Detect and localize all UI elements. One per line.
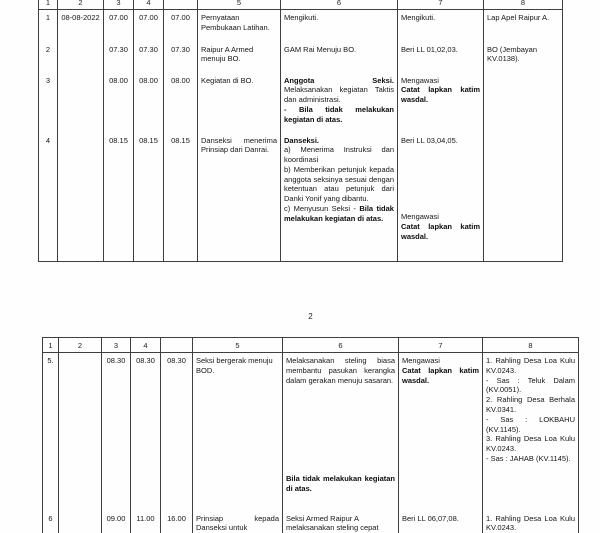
table-row xyxy=(39,41,563,70)
spacer xyxy=(286,385,395,474)
table-row xyxy=(39,130,563,262)
column-header: 7 xyxy=(398,0,484,10)
cell-activity: Prinsiap kepada Danseksi untuk xyxy=(193,511,283,533)
column-header: 8 xyxy=(484,0,563,10)
cell-no: 6 xyxy=(43,511,59,533)
column-header: 2 xyxy=(59,338,102,353)
cell-time-3: 07.30 xyxy=(164,41,198,70)
cell-time-3: 08.30 xyxy=(161,353,193,511)
table-row xyxy=(43,511,579,533)
remark-line: - Sas : JAHAB (KV.1145). xyxy=(486,453,571,463)
cell-date: 08-08-2022 xyxy=(58,10,104,41)
cell-time-3: 08.15 xyxy=(164,130,198,262)
cell-time-3: 16.00 xyxy=(161,511,193,533)
cell-no: 5. xyxy=(43,353,59,511)
column-header: 4 xyxy=(134,0,164,10)
column-header: 7 xyxy=(399,338,483,353)
remark-line: 3. Rahling Desa Loa Kulu KV.0243. xyxy=(486,434,575,454)
cell-remarks: Lap Apel Raipur A. xyxy=(484,10,563,41)
supervision-text: Mengawasi xyxy=(401,212,439,222)
cell-time-3: 08.00 xyxy=(164,70,198,130)
description-item-c: c) Menyusun Seksi - xyxy=(284,204,356,214)
bold-heading: Anggota Seksi. xyxy=(284,75,394,85)
cell-supervision xyxy=(399,353,483,511)
schedule-table-page2-wrapper xyxy=(42,337,582,533)
cell-description xyxy=(281,130,398,262)
cell-date xyxy=(59,353,102,511)
bold-note: - Bila tidak melakukan kegiatan di atas. xyxy=(284,104,394,124)
cell-date xyxy=(58,70,104,130)
cell-time-2: 08.15 xyxy=(134,130,164,262)
cell-no: 3 xyxy=(39,70,58,130)
description-text: Melaksanakan steling biasa membantu pasukan kerangka dalam gerakan menuju sasaran. xyxy=(286,356,395,385)
cell-time-2: 08.30 xyxy=(131,353,161,511)
cell-description: GAM Rai Menuju BO. xyxy=(281,41,398,70)
column-header: 8 xyxy=(483,338,579,353)
cell-supervision xyxy=(398,130,484,262)
table2-header-row xyxy=(43,338,579,353)
column-header: 2 xyxy=(58,0,104,10)
cell-description: Seksi Armed Raipur A melaksanakan steling cepat xyxy=(283,511,399,533)
table1-header-row xyxy=(39,0,563,10)
cell-time-2: 11.00 xyxy=(131,511,161,533)
page-number: 2 xyxy=(308,312,313,321)
supervision-text: Mengawasi xyxy=(402,356,440,365)
cell-no: 1 xyxy=(39,10,58,41)
cell-description xyxy=(283,353,399,511)
remark-line: - Sas : Teluk Dalam (KV.0051). xyxy=(486,375,575,395)
cell-date xyxy=(58,41,104,70)
bold-note: Catat lapkan katim wasdal. xyxy=(402,365,479,385)
schedule-table-page1-wrapper xyxy=(38,0,566,266)
cell-remarks xyxy=(484,70,563,130)
schedule-table-page2 xyxy=(42,337,579,533)
column-header xyxy=(164,0,198,10)
cell-remarks xyxy=(484,130,563,262)
cell-activity: Pernyataan Pembukaan Latihan. xyxy=(198,10,281,41)
cell-time-1: 08.30 xyxy=(102,353,131,511)
cell-time-2: 07.00 xyxy=(134,10,164,41)
description-item-b: b) Memberikan petunjuk kepada anggota seksinya sesuai dengan ketentuan atau petunjuk dari Danki Yonif yang dibantu. xyxy=(284,164,394,204)
schedule-table-page1 xyxy=(38,0,563,262)
cell-supervision: Mengikuti. xyxy=(398,10,484,41)
bold-note: Catat lapkan katim wasdal. xyxy=(401,85,480,105)
remark-line: - Sas : LOKBAHU (KV.1145). xyxy=(486,414,575,434)
bold-note: Catat lapkan katim wasdal. xyxy=(401,222,480,241)
column-header: 3 xyxy=(102,338,131,353)
bold-note: Bila tidak melakukan kegiatan di atas. xyxy=(284,204,394,223)
cell-supervision: Beri LL 06,07,08. xyxy=(399,511,483,533)
bold-heading: Danseksi. xyxy=(284,135,320,145)
table-row xyxy=(39,10,563,41)
column-header: 4 xyxy=(131,338,161,353)
column-header: 5 xyxy=(198,0,281,10)
cell-activity: Kegiatan di BO. xyxy=(198,70,281,130)
cell-activity: Raipur A Armed menuju BO. xyxy=(198,41,281,70)
cell-activity: Seksi bergerak menuju BOD. xyxy=(193,353,283,511)
remark-line: 2. Rahling Desa Berhala KV.0341. xyxy=(486,395,575,414)
cell-time-1: 08.00 xyxy=(104,70,134,130)
column-header xyxy=(161,338,193,353)
remark-line: 1. Rahling Desa Loa Kulu KV.0243. xyxy=(486,356,575,375)
cell-description: Mengikuti. xyxy=(281,10,398,41)
cell-remarks xyxy=(483,353,579,511)
cell-no: 2 xyxy=(39,41,58,70)
cell-time-1: 08.15 xyxy=(104,130,134,262)
supervision-text: Beri LL 03,04,05. xyxy=(401,135,458,145)
column-header: 6 xyxy=(281,0,398,10)
column-header: 5 xyxy=(193,338,283,353)
column-header: 6 xyxy=(283,338,399,353)
column-header: 1 xyxy=(43,338,59,353)
cell-no: 4 xyxy=(39,130,58,262)
cell-remarks: 1. Rahling Desa Loa Kulu KV.0243. xyxy=(483,511,579,533)
supervision-text: Mengawasi xyxy=(401,75,439,85)
cell-time-1: 07.00 xyxy=(104,10,134,41)
cell-time-1: 07.30 xyxy=(104,41,134,70)
cell-description xyxy=(281,70,398,130)
cell-time-2: 07.30 xyxy=(134,41,164,70)
cell-activity: Danseksi menerima Prinsiap dari Danrai. xyxy=(198,130,281,262)
cell-supervision: Beri LL 01,02,03. xyxy=(398,41,484,70)
cell-time-1: 09.00 xyxy=(102,511,131,533)
spacer xyxy=(401,145,480,212)
cell-date xyxy=(59,511,102,533)
cell-date xyxy=(58,130,104,262)
bold-note: Bila tidak melakukan kegiatan di atas. xyxy=(286,474,395,494)
cell-supervision xyxy=(398,70,484,130)
description-item-a: a) Menerima Instruksi dan koordinasi xyxy=(284,145,394,165)
cell-remarks: BO (Jembayan KV.0138). xyxy=(484,41,563,70)
table-row xyxy=(39,70,563,130)
cell-time-3: 07.00 xyxy=(164,10,198,41)
column-header: 1 xyxy=(39,0,58,10)
description-text: Melaksanakan kegiatan Taktis dan administrasi. xyxy=(284,85,394,105)
table-row xyxy=(43,353,579,511)
column-header: 3 xyxy=(104,0,134,10)
cell-time-2: 08.00 xyxy=(134,70,164,130)
